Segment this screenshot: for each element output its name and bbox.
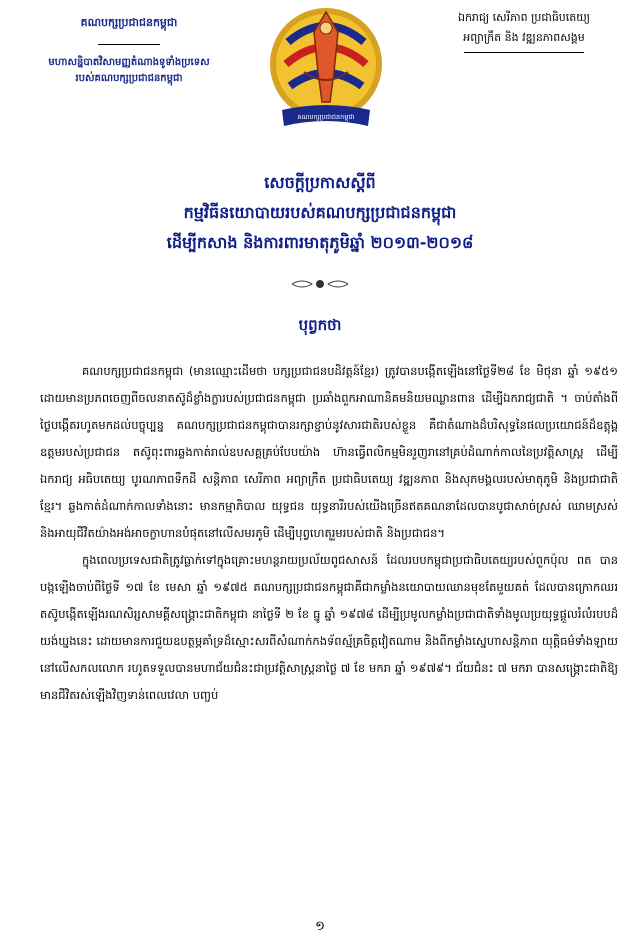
page-number: ១ bbox=[315, 919, 325, 934]
title-line-1: សេចក្តីប្រកាសស្តីពី bbox=[264, 173, 376, 192]
congress-line-1: មហាសន្និបាតវិសាមញ្ញតំណាងទូទាំងប្រទេស bbox=[48, 57, 210, 68]
divider-left bbox=[98, 44, 160, 45]
divider-right bbox=[464, 52, 584, 53]
paragraph-2: ក្នុងពេលប្រទេសជាតិត្រូវធ្លាក់ទៅក្នុងគ្រោះមហន្តរាយប្រល័យពូជសាសន៍ ដែលរបបកម្ពុជាប្រជាធិបតេយ្យរបស់ពួកប៉ុល ពត បានបង្កឡើងចាប់ពីថ្ងៃទី ១៧ ខែ មេសា ឆ្នាំ ១៩៧៥ គណបក្សប្រជាជនកម្ពុជាគឺជាកម្លាំងនយោបាយឈានមុខតែមួយគត់ ដែលបានក្រោកឈរតស៊ូបង្កើតឡើងរណសិរ្សសាមគ្គីសង្គ្រោះជាតិកម្ពុជា នាថ្ងៃទី ២ ខែ ធ្នូ ឆ្នាំ ១៩៧៨ ដើម្បីប្រមូលកម្លាំងប្រជាជាតិទាំងមូលប្រយុទ្ធផ្តួលរំលំរបបដ៏យង់ឃ្នងនេះ ដោយមានការជួយឧបត្ថម្ភគាំទ្រដ៏ស្មោះសរពីសំណាក់កងទ័ពស្ម័គ្រចិត្តវៀតណាម និងពីកម្លាំងស្នេហាសន្តិភាព យុត្តិធម៌ទាំងឡាយនៅលើសកលលោក រហូតទទួលបានមហាជ័យជំនះជាប្រវត្តិសាស្រ្តនាថ្ងៃ ៧ ខែ មករា ឆ្នាំ ១៩៧៩។ ជ័យជំនះ ៧ មករា បានសង្គ្រោះជាតិឱ្យមានជីវិតរស់ឡើងវិញទាន់ពេលវេលា បញ្ចប់ bbox=[40, 553, 618, 702]
title-line-3: ដើម្បីកសាង និងការពារមាតុភូមិឆ្នាំ ២០១៣-២០១៨ bbox=[166, 233, 474, 252]
logo-banner-text: គណបក្សប្រជាជនកម្ពុជា bbox=[297, 113, 355, 121]
congress-line-2: របស់គណបក្សប្រជាជនកម្ពុជា bbox=[75, 73, 183, 84]
party-name: គណបក្សប្រជាជនកម្ពុជា bbox=[80, 16, 178, 29]
national-motto-line-2: អព្យាក្រឹត និង វឌ្ឍនភាពសង្គម bbox=[463, 31, 585, 44]
document-title bbox=[0, 168, 640, 258]
preface-heading: បុព្វកថា bbox=[298, 316, 342, 334]
header-left bbox=[14, 12, 244, 87]
national-motto-line-1: ឯករាជ្យ សេរីភាព ប្រជាធិបតេយ្យ bbox=[457, 11, 591, 24]
ornament-divider bbox=[290, 276, 350, 292]
paragraph-1: គណបក្សប្រជាជនកម្ពុជា (មានឈ្មោះដើមថា បក្សប្រជាជនបដិវត្តន៍ខ្មែរ) ត្រូវបានបង្កើតឡើងនៅថ្ងៃទី២៨ ខែ មិថុនា ឆ្នាំ ១៩៥១ ដោយមានប្រភពចេញពីចលនាតស៊ូដ៏ខ្លាំងក្លារបស់ប្រជាជនកម្ពុជា ប្រឆាំងពួកអាណានិគមនិយមឈ្លានពាន ដើម្បីឯករាជ្យជាតិ ។ ចាប់តាំងពីថ្ងៃបង្កើតរហូតមកដល់បច្ចុប្បន្ន គណបក្សប្រជាជនកម្ពុជាបានរក្សាខ្ជាប់នូវសារជាតិរបស់ខ្លួន គឺជាតំណាងដ៏បរិសុទ្ធនៃផលប្រយោជន៍ដ៏ឧត្តុង្គឧត្តមរបស់ប្រជាជន តស៊ូពុះពារឆ្លងកាត់រាល់ឧបសគ្គគ្រប់បែបយ៉ាង ហ៊ានធ្វើពលិកម្មមិនរួញរានៅគ្រប់ដំណាក់កាលនៃប្រវត្តិសាស្រ្ត ដើម្បីឯករាជ្យ អធិបតេយ្យ បូរណភាពទឹកដី សន្តិភាព សេរីភាព អព្យាក្រឹត ប្រជាធិបតេយ្យ វឌ្ឍនភាព និងសុភមង្គលរបស់មាតុភូមិ និងប្រជាជាតិខ្មែរ។ ឆ្លងកាត់ដំណាក់កាលទាំងនោះ មានកម្មាភិបាល យុទ្ធជន យុទ្ធនារីរបស់យើងច្រើនឥតគណនាដែលបានបូជាសាច់ស្រស់ ឈាមស្រស់ និងអាយុជីវិតយ៉ាងអង់អាចក្លាហានបំផុតនៅលើសមរភូមិ ដើម្បីបុព្វហេតុរួមរបស់ជាតិ និងប្រជាជន។ bbox=[40, 364, 618, 540]
body-text bbox=[40, 358, 618, 709]
party-logo bbox=[268, 2, 384, 150]
title-line-2: កម្មវិធីនយោបាយរបស់គណបក្សប្រជាជនកម្ពុជា bbox=[183, 203, 457, 222]
header-right bbox=[424, 10, 624, 53]
